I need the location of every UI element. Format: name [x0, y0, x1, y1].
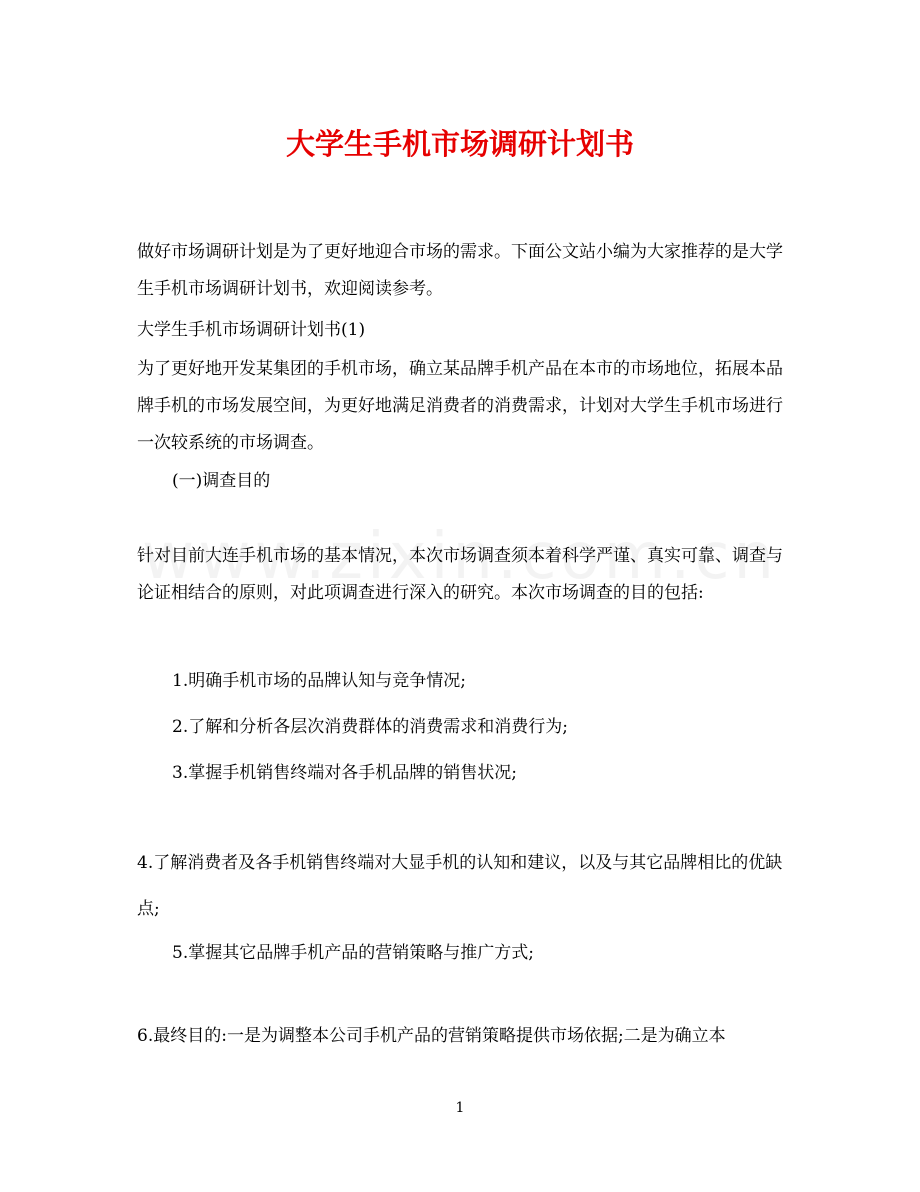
document-title: 大学生手机市场调研计划书	[285, 127, 634, 161]
intro-paragraph: 做好市场调研计划是为了更好地迎合市场的需求。下面公文站小编为大家推荐的是大学生手机市场调研计划书，欢迎阅读参考。	[137, 242, 783, 299]
purpose-paragraph: 针对目前大连手机市场的基本情况，本次市场调查须本着科学严谨、真实可靠、调查与论证相结合的原则，对此项调查进行深入的研究。本次市场调查的目的包括:	[137, 546, 783, 603]
subsection-heading: (一)调查目的	[172, 471, 271, 491]
background-paragraph: 为了更好地开发某集团的手机市场，确立某品牌手机产品在本市的市场地位，拓展本品牌手机的市场发展空间，为更好地满足消费者的消费需求，计划对大学生手机市场进行一次较系统的市场调查。	[137, 359, 783, 453]
page-number: 1	[455, 1100, 465, 1116]
list-item: 5.掌握其它品牌手机产品的营销策略与推广方式;	[172, 943, 534, 963]
list-item: 6.最终目的:一是为调整本公司手机产品的营销策略提供市场依据;二是为确立本	[137, 1026, 726, 1046]
list-item: 1.明确手机市场的品牌认知与竞争情况;	[172, 671, 466, 691]
list-item: 2.了解和分析各层次消费群体的消费需求和消费行为;	[172, 717, 568, 737]
list-item: 3.掌握手机销售终端对各手机品牌的销售状况;	[172, 763, 517, 783]
section-heading: 大学生手机市场调研计划书(1)	[137, 320, 366, 340]
list-item: 4.了解消费者及各手机销售终端对大显手机的认知和建议，以及与其它品牌相比的优缺点;	[137, 853, 783, 919]
